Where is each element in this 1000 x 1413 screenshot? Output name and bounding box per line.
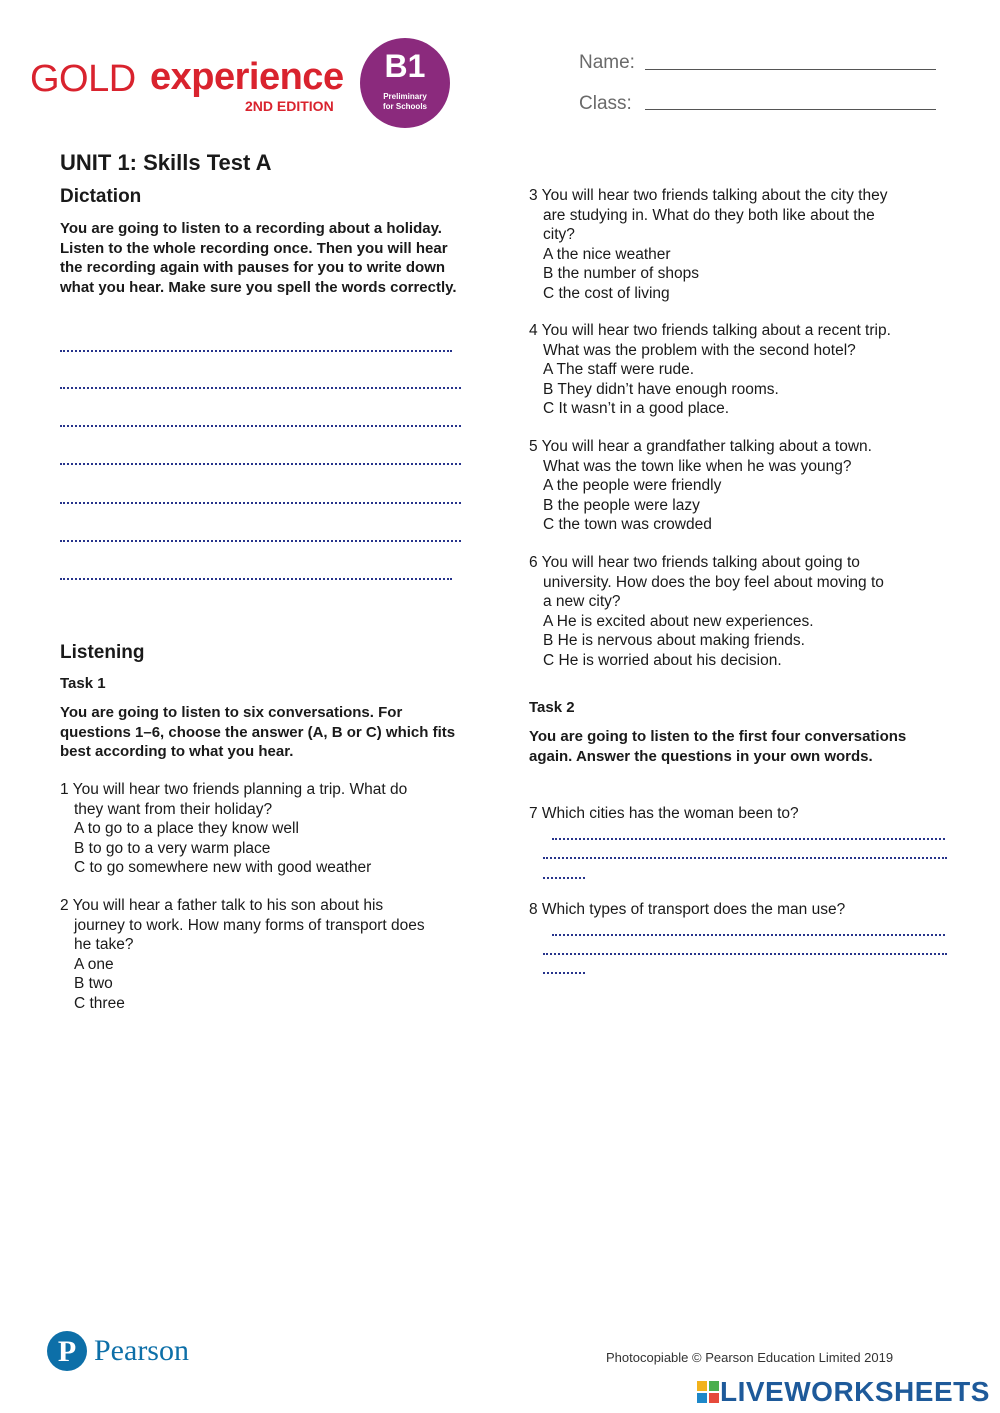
level-badge xyxy=(360,38,450,128)
task2-label: Task 2 xyxy=(529,699,575,716)
q7-answer-line[interactable] xyxy=(552,838,945,840)
name-label: Name: xyxy=(579,52,635,73)
badge-level: B1 xyxy=(384,48,426,84)
option-a[interactable]: A one xyxy=(74,955,114,973)
dictation-heading: Dictation xyxy=(60,186,142,207)
pearson-logo-text: Pearson xyxy=(94,1334,189,1367)
class-label: Class: xyxy=(579,93,632,114)
dictation-answer-line[interactable] xyxy=(60,578,452,580)
task1-instructions: You are going to listen to six conversations. For questions 1–6, choose the answer (A, B or C) which fits best according to what you hear. xyxy=(60,704,456,760)
q7-answer-line[interactable] xyxy=(543,857,947,859)
badge-subtitle: Preliminary for Schools xyxy=(382,92,427,111)
question-5: 5 You will hear a grandfather talking about a town. What was the town like when he was young? A the people were friendly B the people were lazy C the town was crowded xyxy=(529,437,959,535)
dictation-answer-line[interactable] xyxy=(60,425,461,427)
dictation-answer-line[interactable] xyxy=(60,540,461,542)
option-a[interactable]: A the nice weather xyxy=(543,245,671,263)
option-b[interactable]: B They didn’t have enough rooms. xyxy=(543,380,779,398)
option-c[interactable]: C the town was crowded xyxy=(543,516,712,533)
dictation-answer-line[interactable] xyxy=(60,387,461,389)
option-b[interactable]: B to go to a very warm place xyxy=(74,839,271,857)
q8-answer-line[interactable] xyxy=(552,934,945,936)
task2-instructions: You are going to listen to the first four conversations again. Answer the questions in your own words. xyxy=(529,728,907,765)
copyright-notice: Photocopiable © Pearson Education Limited 2019 xyxy=(606,1350,894,1365)
question-3: 3 You will hear two friends talking about the city they are studying in. What do they both like about the city? A the nice weather B the number of shops C the cost of living xyxy=(529,186,959,303)
logo-experience: experience xyxy=(150,56,344,98)
question-6: 6 You will hear two friends talking about going to university. How does the boy feel about moving to a new city? A He is excited about new experiences. B He is nervous about making friends. C He is worried about his decision. xyxy=(529,553,959,670)
pearson-logo-icon: P xyxy=(47,1331,87,1371)
option-a[interactable]: A the people were friendly xyxy=(543,477,722,494)
q7-answer-line[interactable] xyxy=(543,877,585,879)
question-4: 4 You will hear two friends talking about a recent trip. What was the problem with the second hotel? A The staff were rude. B They didn’t have enough rooms. C It wasn’t in a good place. xyxy=(529,321,959,419)
option-b[interactable]: B two xyxy=(74,975,113,992)
question-1: 1 You will hear two friends planning a trip. What do they want from their holiday? A to go to a place they know well B to go to a very warm place C to go somewhere new with good weather xyxy=(60,780,480,878)
option-a[interactable]: A to go to a place they know well xyxy=(74,820,299,837)
option-b[interactable]: B the people were lazy xyxy=(543,496,700,514)
listening-heading: Listening xyxy=(60,642,145,663)
option-a[interactable]: A The staff were rude. xyxy=(543,361,695,378)
option-c[interactable]: C three xyxy=(74,994,125,1012)
q8-answer-line[interactable] xyxy=(543,972,585,974)
logo-edition: 2ND EDITION xyxy=(245,98,334,114)
logo-gold: GOLD xyxy=(30,58,136,100)
name-input-line[interactable] xyxy=(645,69,936,70)
q8-answer-line[interactable] xyxy=(543,953,947,955)
option-c[interactable]: C the cost of living xyxy=(543,284,670,302)
dictation-answer-line[interactable] xyxy=(60,502,461,504)
class-input-line[interactable] xyxy=(645,109,936,110)
liveworksheets-watermark: LIVEWORKSHEETS xyxy=(720,1376,990,1407)
question-2: 2 You will hear a father talk to his son about his journey to work. How many forms of transport does he take? A one B two C three xyxy=(60,896,480,1013)
option-c[interactable]: C He is worried about his decision. xyxy=(543,651,782,669)
option-b[interactable]: B the number of shops xyxy=(543,265,699,282)
dictation-answer-line[interactable] xyxy=(60,350,452,352)
liveworksheets-icon xyxy=(697,1381,719,1403)
option-b[interactable]: B He is nervous about making friends. xyxy=(543,632,805,649)
option-a[interactable]: A He is excited about new experiences. xyxy=(543,612,814,630)
task1-label: Task 1 xyxy=(60,675,106,692)
page-title: UNIT 1: Skills Test A xyxy=(60,150,272,175)
dictation-answer-line[interactable] xyxy=(60,463,461,465)
question-7: 7 Which cities has the woman been to? xyxy=(529,805,799,822)
option-c[interactable]: C to go somewhere new with good weather xyxy=(74,859,372,876)
dictation-instructions: You are going to listen to a recording about a holiday. Listen to the whole recording once. Then you will hear the recording again with pauses for you to write down what you hear. Make sure you spell the words correctly. xyxy=(60,220,457,296)
option-c[interactable]: C It wasn’t in a good place. xyxy=(543,400,730,417)
question-8: 8 Which types of transport does the man use? xyxy=(529,901,846,918)
